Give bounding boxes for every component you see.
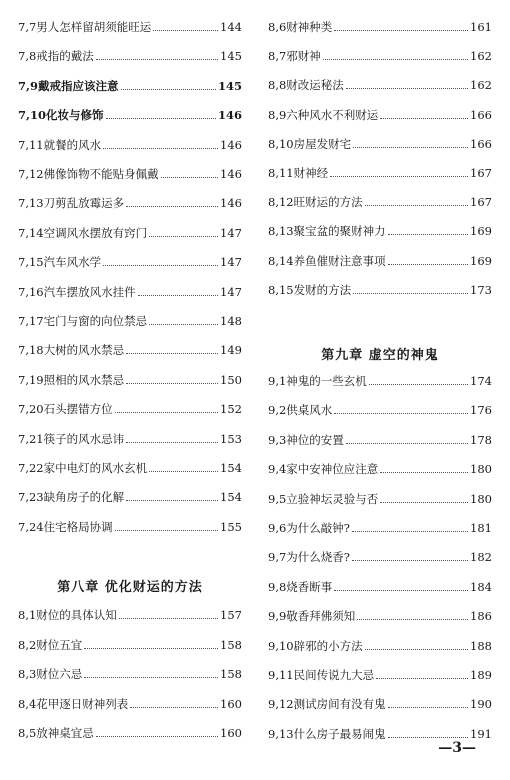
toc-entry-title: 发财的方法 (293, 282, 352, 297)
chapter-8-heading: 第八章 优化财运的方法 (57, 580, 203, 595)
toc-entry-title: 养鱼催财注意事项 (293, 253, 386, 268)
toc-entry-number: 9,1 (268, 374, 287, 388)
toc-leader-dots (126, 500, 218, 501)
toc-entry-number: 7,21 (18, 431, 44, 446)
toc-entry[interactable] (18, 43, 242, 63)
toc-entry[interactable] (18, 161, 242, 181)
toc-entry-page: 152 (220, 402, 242, 417)
toc-entry[interactable] (268, 397, 492, 417)
toc-entry-number: 7,19 (18, 372, 44, 387)
toc-entry-number: 8,4 (18, 696, 37, 711)
toc-entry-title: 财改运秘法 (286, 78, 344, 93)
toc-entry-number: 7,8 (18, 49, 37, 64)
toc-entry-page: 173 (470, 282, 492, 297)
toc-entry-page: 157 (220, 608, 242, 622)
toc-entry-title: 家中安神位应注意 (286, 462, 379, 477)
toc-entry-page: 147 (220, 225, 242, 240)
toc-leader-dots (115, 530, 218, 531)
toc-entry[interactable] (18, 691, 242, 711)
toc-entry-number: 9,10 (268, 638, 294, 653)
toc-entry-number: 9,3 (268, 432, 287, 447)
toc-leader-dots (365, 205, 468, 206)
toc-entry[interactable] (18, 632, 242, 652)
toc-leader-dots (380, 118, 468, 119)
toc-entry-number: 9,7 (268, 550, 287, 565)
toc-entry[interactable] (18, 73, 242, 93)
toc-entry-page: 184 (470, 579, 492, 594)
toc-entry-title: 戴戒指应该注意 (38, 78, 119, 93)
toc-entry[interactable] (18, 396, 242, 416)
toc-entry-page: 167 (470, 166, 492, 180)
toc-entry-number: 8,14 (268, 253, 294, 268)
toc-entry-title: 财神经 (293, 166, 329, 180)
toc-entry[interactable] (268, 160, 492, 180)
toc-entry-number: 9,5 (268, 491, 287, 506)
toc-entry-title: 烧香断事 (286, 579, 333, 594)
toc-leader-dots (153, 30, 218, 31)
toc-entry-title: 什么房子最易闹鬼 (293, 726, 386, 741)
toc-entry[interactable] (18, 132, 242, 152)
toc-entry-title: 民间传说九大忌 (293, 668, 375, 682)
toc-entry-number: 9,8 (268, 579, 287, 594)
toc-leader-dots (138, 295, 218, 296)
toc-leader-dots (149, 236, 218, 237)
toc-entry[interactable] (268, 721, 492, 741)
toc-leader-dots (334, 590, 468, 591)
toc-entry-title: 缺角房子的化解 (43, 490, 125, 505)
toc-entry[interactable] (18, 249, 242, 269)
toc-entry-number: 9,11 (268, 668, 294, 682)
toc-leader-dots (365, 649, 468, 650)
toc-entry[interactable] (268, 248, 492, 268)
toc-entry-title: 聚宝盆的聚财神力 (293, 224, 386, 239)
toc-entry[interactable] (268, 456, 492, 476)
toc-entry[interactable] (18, 661, 242, 681)
toc-entry-page: 162 (470, 78, 492, 93)
toc-entry-title: 神位的安置 (286, 432, 344, 447)
toc-entry[interactable] (268, 102, 492, 122)
toc-leader-dots (115, 412, 218, 413)
toc-entry-title: 测试房间有没有鬼 (293, 697, 386, 712)
toc-entry-page: 186 (470, 609, 492, 624)
toc-entry-title: 神鬼的一些玄机 (286, 374, 367, 388)
toc-entry-number: 7,17 (18, 314, 44, 328)
toc-entry[interactable] (268, 603, 492, 623)
toc-entry[interactable] (268, 486, 492, 506)
toc-leader-dots (380, 502, 468, 503)
toc-entry-page: 150 (220, 372, 242, 387)
page-number: —3— (438, 740, 476, 756)
toc-leader-dots (369, 384, 468, 385)
toc-entry-title: 花甲逐日财神列表 (36, 696, 129, 711)
toc-leader-dots (119, 618, 218, 619)
toc-entry-page: 181 (470, 521, 492, 535)
toc-entry-number: 7,24 (18, 519, 44, 534)
toc-entry[interactable] (268, 633, 492, 653)
toc-entry-title: 照相的风水禁忌 (43, 372, 125, 387)
toc-entry[interactable] (18, 102, 242, 122)
toc-entry-page: 189 (470, 668, 492, 682)
toc-entry-number: 8,6 (268, 20, 287, 34)
toc-entry[interactable] (18, 190, 242, 210)
toc-entry-number: 7,16 (18, 284, 44, 299)
toc-leader-dots (106, 118, 216, 119)
toc-entry-number: 7,18 (18, 343, 44, 358)
toc-entry-number: 7,15 (18, 255, 44, 270)
toc-entry-number: 7,7 (18, 20, 37, 34)
toc-entry[interactable] (268, 277, 492, 297)
toc-leader-dots (388, 264, 468, 265)
toc-entry-page: 188 (470, 638, 492, 653)
toc-entry-page: 144 (220, 20, 242, 34)
toc-leader-dots (352, 560, 468, 561)
toc-entry-number: 7,12 (18, 167, 44, 181)
toc-entry[interactable] (18, 602, 242, 622)
toc-entry-title: 石头摆错方位 (43, 402, 113, 417)
toc-entry-page: 167 (470, 195, 492, 210)
toc-entry[interactable] (268, 544, 492, 564)
toc-entry[interactable] (18, 14, 242, 34)
toc-entry-number: 8,11 (268, 166, 294, 180)
toc-entry-page: 162 (470, 49, 492, 64)
toc-entry-page: 154 (220, 461, 242, 475)
toc-entry-page: 160 (220, 726, 242, 740)
toc-entry-title: 佛像饰物不能贴身佩戴 (43, 167, 159, 181)
toc-leader-dots (126, 353, 218, 354)
toc-leader-dots (130, 707, 218, 708)
toc-entry-number: 7,9 (18, 78, 39, 93)
toc-entry[interactable] (18, 367, 242, 387)
toc-entry-page: 161 (470, 20, 492, 34)
toc-entry-page: 166 (470, 107, 492, 122)
toc-entry-title: 供桌风水 (286, 403, 333, 418)
toc-entry[interactable] (18, 337, 242, 357)
toc-entry-number: 8,3 (18, 667, 37, 681)
toc-entry-page: 174 (470, 374, 492, 388)
toc-leader-dots (126, 442, 218, 443)
toc-entry-number: 7,20 (18, 402, 44, 417)
toc-entry-title: 住宅格局协调 (43, 519, 113, 534)
toc-entry-page: 169 (470, 224, 492, 239)
toc-leader-dots (161, 177, 218, 178)
toc-entry[interactable] (18, 279, 242, 299)
toc-leader-dots (352, 531, 468, 532)
toc-entry-title: 六种风水不利财运 (286, 107, 379, 122)
toc-entry[interactable] (268, 189, 492, 209)
toc-leader-dots (323, 59, 468, 60)
toc-leader-dots (334, 30, 468, 31)
toc-entry-title: 汽车摆放风水挂件 (43, 284, 136, 299)
toc-entry-title: 刀剪乱放霉运多 (43, 196, 125, 211)
toc-entry-page: 158 (220, 667, 242, 681)
toc-leader-dots (126, 383, 218, 384)
toc-entry-page: 190 (470, 697, 492, 712)
toc-entry-title: 财位的具体认知 (36, 608, 117, 622)
toc-entry[interactable] (268, 515, 492, 535)
toc-entry-number: 9,4 (268, 462, 287, 477)
toc-entry-page: 146 (220, 167, 242, 181)
toc-entry-page: 182 (470, 550, 492, 565)
toc-entry-title: 房屋发财宅 (293, 136, 352, 151)
toc-entry-page: 160 (220, 696, 242, 711)
toc-entry-title: 辟邪的小方法 (293, 638, 363, 653)
toc-leader-dots (388, 707, 468, 708)
toc-entry[interactable] (18, 514, 242, 534)
toc-entry-title: 空调风水摆放有窍门 (43, 225, 148, 240)
toc-entry[interactable] (268, 368, 492, 388)
toc-entry-number: 8,10 (268, 136, 294, 151)
toc-entry-title: 旺财运的方法 (293, 195, 363, 210)
toc-entry-page: 154 (220, 490, 242, 505)
toc-entry-page: 148 (220, 314, 242, 328)
toc-entry-page: 146 (220, 137, 242, 152)
toc-entry-number: 9,6 (268, 521, 287, 535)
toc-entry-page: 145 (217, 78, 242, 93)
toc-leader-dots (96, 59, 218, 60)
toc-leader-dots (380, 472, 468, 473)
toc-leader-dots (357, 619, 468, 620)
toc-entry-title: 敬香拜佛须知 (286, 609, 356, 624)
toc-entry-number: 7,10 (18, 108, 47, 123)
toc-entry-title: 宅门与窗的向位禁忌 (43, 314, 148, 328)
toc-entry-number: 8,12 (268, 195, 294, 210)
toc-entry[interactable] (18, 484, 242, 504)
toc-entry[interactable] (268, 662, 492, 682)
toc-entry-title: 筷子的风水忌讳 (43, 431, 125, 446)
toc-entry-title: 财位五宜 (36, 637, 83, 652)
toc-entry-title: 戒指的戴法 (36, 49, 94, 64)
toc-entry-page: 146 (220, 196, 242, 211)
toc-entry-title: 化妆与修饰 (46, 108, 104, 123)
toc-entry-title: 大树的风水禁忌 (43, 343, 125, 358)
toc-entry-title: 为什么烧香? (286, 550, 350, 565)
toc-entry-number: 8,2 (18, 637, 37, 652)
toc-leader-dots (103, 265, 218, 266)
toc-entry[interactable] (268, 691, 492, 711)
toc-entry-page: 178 (470, 432, 492, 447)
toc-leader-dots (353, 147, 468, 148)
toc-entry[interactable] (18, 720, 242, 740)
toc-entry-number: 9,13 (268, 726, 294, 741)
toc-entry-page: 147 (220, 284, 242, 299)
toc-entry-page: 155 (220, 519, 242, 534)
toc-leader-dots (149, 324, 218, 325)
toc-entry-title: 就餐的风水 (43, 137, 102, 152)
toc-entry-page: 146 (217, 108, 242, 123)
toc-leader-dots (334, 413, 468, 414)
toc-entry-number: 8,7 (268, 49, 287, 64)
toc-entry-number: 8,8 (268, 78, 287, 93)
toc-entry-title: 家中电灯的风水玄机 (43, 461, 148, 475)
toc-entry-page: 158 (220, 637, 242, 652)
toc-entry[interactable] (268, 218, 492, 238)
toc-entry-title: 放神桌宜忌 (36, 726, 94, 740)
toc-entry-page: 153 (220, 431, 242, 446)
toc-leader-dots (330, 176, 468, 177)
toc-leader-dots (353, 293, 468, 294)
toc-entry-page: 180 (470, 462, 492, 477)
toc-entry-number: 9,12 (268, 697, 294, 712)
toc-leader-dots (346, 443, 468, 444)
toc-entry-number: 7,13 (18, 196, 44, 211)
toc-leader-dots (376, 678, 468, 679)
toc-leader-dots (149, 471, 218, 472)
toc-entry[interactable] (268, 14, 492, 34)
toc-entry-title: 汽车风水学 (43, 255, 102, 270)
toc-leader-dots (388, 234, 468, 235)
toc-entry-page: 191 (470, 726, 492, 741)
toc-leader-dots (96, 736, 218, 737)
toc-entry-page: 176 (470, 403, 492, 418)
toc-entry-title: 立验神坛灵验与否 (286, 491, 379, 506)
toc-entry-number: 7,22 (18, 461, 44, 475)
toc-entry-number: 7,14 (18, 225, 44, 240)
toc-entry[interactable] (268, 72, 492, 92)
toc-entry-number: 7,11 (18, 137, 44, 152)
toc-entry-title: 为什么敲钟? (286, 521, 350, 535)
toc-entry-page: 149 (220, 343, 242, 358)
toc-entry-page: 145 (220, 49, 242, 64)
toc-leader-dots (346, 88, 468, 89)
toc-entry[interactable] (268, 427, 492, 447)
toc-entry[interactable] (268, 43, 492, 63)
toc-entry[interactable] (18, 308, 242, 328)
toc-entry[interactable] (268, 131, 492, 151)
toc-entry[interactable] (18, 455, 242, 475)
toc-entry-page: 169 (470, 253, 492, 268)
toc-leader-dots (121, 89, 216, 90)
toc-entry-number: 8,5 (18, 726, 37, 740)
toc-entry-page: 166 (470, 136, 492, 151)
toc-entry[interactable] (268, 574, 492, 594)
toc-entry-number: 9,2 (268, 403, 287, 418)
toc-entry-number: 8,15 (268, 282, 294, 297)
toc-leader-dots (126, 206, 218, 207)
toc-entry-page: 147 (220, 255, 242, 270)
toc-entry-title: 男人怎样留胡须能旺运 (36, 20, 152, 34)
toc-entry[interactable] (18, 426, 242, 446)
toc-entry-number: 9,9 (268, 609, 287, 624)
toc-entry-number: 8,1 (18, 608, 37, 622)
toc-entry-title: 财位六忌 (36, 667, 83, 681)
toc-entry-number: 7,23 (18, 490, 44, 505)
toc-leader-dots (84, 648, 218, 649)
toc-leader-dots (103, 148, 218, 149)
toc-entry-title: 财神种类 (286, 20, 333, 34)
toc-entry-page: 180 (470, 491, 492, 506)
toc-leader-dots (388, 737, 468, 738)
toc-entry-number: 8,13 (268, 224, 294, 239)
toc-entry-title: 邪财神 (286, 49, 321, 64)
toc-entry[interactable] (18, 220, 242, 240)
chapter-9-heading: 第九章 虚空的神鬼 (321, 348, 439, 363)
toc-leader-dots (84, 677, 218, 678)
toc-entry-number: 8,9 (268, 107, 287, 122)
